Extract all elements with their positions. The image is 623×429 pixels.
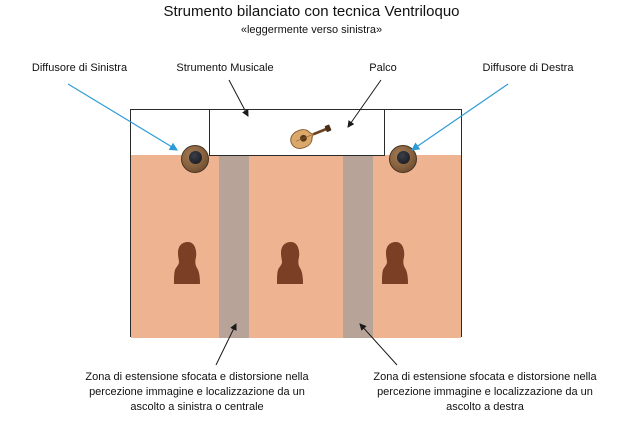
label-instrument: Strumento Musicale — [176, 62, 274, 74]
page-title: Strumento bilanciato con tecnica Ventriloquo — [163, 3, 460, 20]
blur-zone-right — [343, 155, 373, 338]
blur-zone-left — [219, 155, 249, 338]
caption-left-blur-zone: Zona di estensione sfocata e distorsione nella percezione immagine e localizzazione da un ascolto a sinistra o centrale — [85, 371, 309, 413]
speaker-icon-left — [181, 145, 209, 173]
room-diagram — [130, 109, 462, 337]
label-right-speaker: Diffusore di Destra — [482, 62, 574, 74]
acoustic-guitar-icon — [281, 119, 337, 153]
label-left-speaker: Diffusore di Sinistra — [31, 62, 128, 74]
caption-right-blur-zone: Zona di estensione sfocata e distorsione nella percezione immagine e localizzazione da un ascolto a destra — [373, 371, 597, 413]
label-stage: Palco — [369, 62, 397, 74]
speaker-icon-right — [389, 145, 417, 173]
listener-head-icon — [276, 240, 306, 284]
listener-head-icon — [381, 240, 411, 284]
listener-head-icon — [173, 240, 203, 284]
page-subtitle: «leggermente verso sinistra» — [240, 24, 383, 36]
